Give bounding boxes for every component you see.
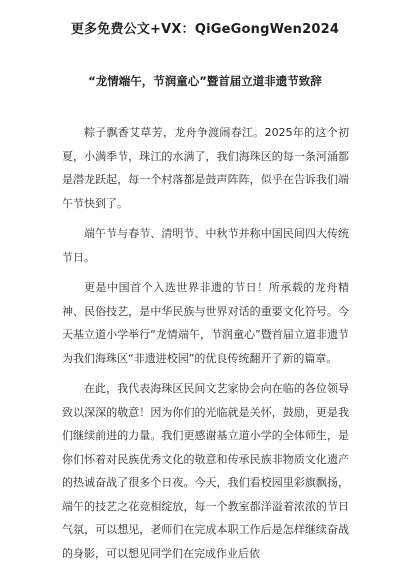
paragraph: 更是中国首个入选世界非遗的节日！所承载的龙舟精神、民俗技艺，是中华民族与世界对话的重要文化符号。今天基立道小学举行“龙情端午，节润童心”暨首届立道非遗节为我们海珠区“非遗进校园”的优良传统翻开了新的篇章。 [62, 281, 349, 365]
document-body [62, 121, 349, 572]
paragraph: 端午节与春节、清明节、中秋节并称中国民间四大传统节日。 [62, 227, 349, 264]
paragraph: 粽子飘香艾草芳，龙舟争渡闹春江。2025年的这个初夏，小满季节，珠江的水满了，我们海珠区的每一条河涌都是潜龙跃起，每一个村落都是鼓声阵阵，似乎在告诉我们端午节快到了。 [62, 126, 349, 210]
watermark-header: 更多免费公文+VX：QiGeGongWen2024 [70, 22, 340, 37]
paragraph: 在此，我代表海珠区民间文艺家协会向在临的各位领导致以深深的敬意！因为你们的光临就是关怀，鼓励，更是我们继续前进的力量。我们更感谢基立道小学的全体师生，是你们怀着对民族优秀文化的敬意和传承民族非物质文化遗产的热诚奋战了很多个日夜。今天，我们看校园里彩旗飘扬，端午的技艺之花竞相绽放，每一个教室都洋溢着浓浓的节日气氛，可以想见，老师们在完成本职工作后是怎样继续奋战的身影，可以想见同学们在完成作业后依 [62, 382, 349, 560]
document-title: “龙情端午，节润童心”暨首届立道非遗节致辞 [88, 74, 322, 88]
